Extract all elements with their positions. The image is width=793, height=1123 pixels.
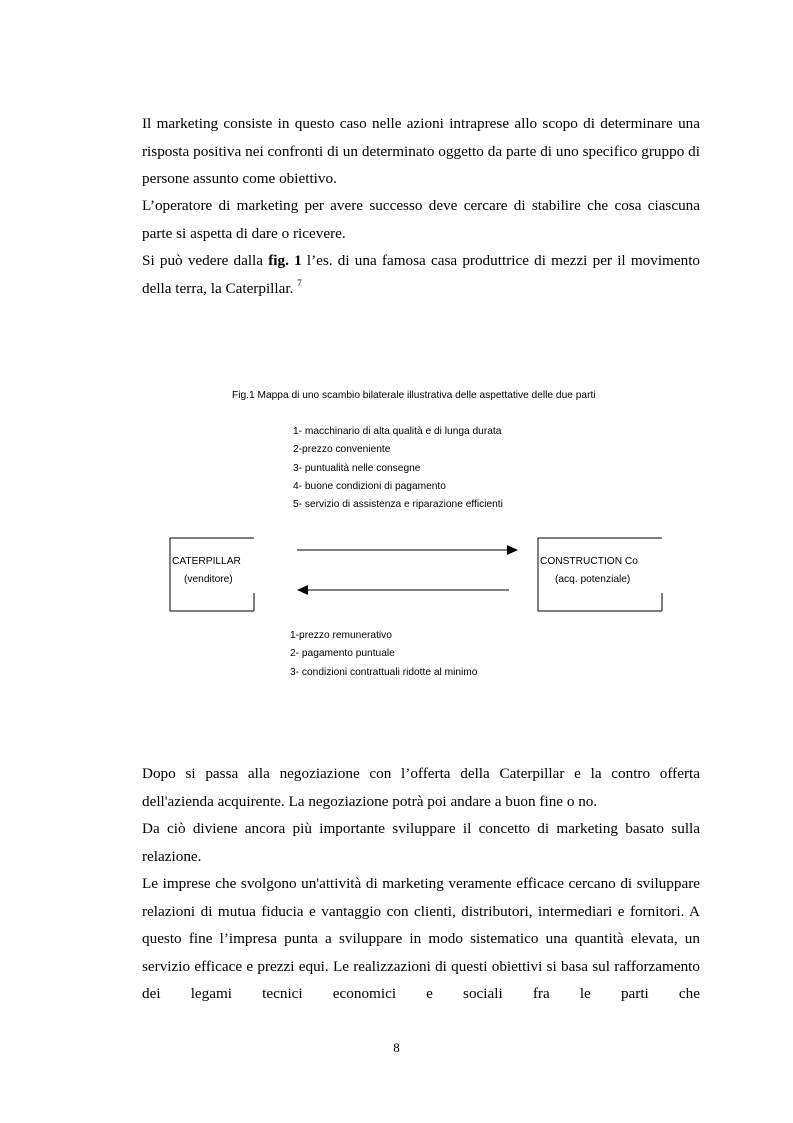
arrow-to-seller-head xyxy=(297,585,308,595)
construction-name: CONSTRUCTION Co xyxy=(540,556,638,567)
list-item: 3- condizioni contrattuali ridotte al minimo xyxy=(290,666,478,678)
figure-reference-text-continued: l’es. di una famosa casa produttrice di mezzi per il movimento della terra, la Caterpillar. xyxy=(142,252,701,297)
list-item: 1-prezzo remunerativo xyxy=(290,630,392,641)
paragraph-negotiation: Dopo si passa alla negoziazione con l’offerta della Caterpillar e la contro offerta dell'azienda acquirente. La negoziazione potrà poi andare a buon fine o no. xyxy=(142,765,700,810)
figure-reference-text: Si può vedere dalla xyxy=(142,252,269,269)
caterpillar-role: (venditore) xyxy=(184,574,233,585)
footnote-marker: 7 xyxy=(297,277,302,288)
page-number: 8 xyxy=(393,1040,400,1055)
buyer-offer-list xyxy=(290,627,477,682)
list-item: 3- puntualità nelle consegne xyxy=(293,462,421,474)
list-item: 4- buone condizioni di pagamento xyxy=(293,480,446,492)
figure-caption: Fig.1 Mappa di uno scambio bilaterale illustrativa delle aspettative delle due parti xyxy=(232,390,596,401)
list-item: 2- pagamento puntuale xyxy=(290,648,395,660)
paragraph-relationship-marketing: Da ciò diviene ancora più importante sviluppare il concetto di marketing basato sulla relazione. xyxy=(142,820,700,865)
construction-role: (acq. potenziale) xyxy=(555,574,631,585)
caterpillar-name: CATERPILLAR xyxy=(172,556,241,567)
paragraph-marketing-definition: Il marketing consiste in questo caso nelle azioni intraprese allo scopo di determinare una risposta positiva nei confronti di un determinato oggetto da parte di uno specifico gruppo di persone assunto come obiettivo. xyxy=(142,115,700,187)
list-item: 2-prezzo conveniente xyxy=(293,444,391,456)
list-item: 5- servizio di assistenza e riparazione efficienti xyxy=(293,499,503,511)
arrow-to-buyer-head xyxy=(507,545,518,555)
paragraph-marketing-operator: L’operatore di marketing per avere successo deve cercare di stabilire che cosa ciascuna parte si aspetta di dare o ricevere. xyxy=(142,197,700,242)
figure-reference-bold: fig. 1 xyxy=(268,252,302,269)
paragraph-effective-marketing: Le imprese che svolgono un'attività di marketing veramente efficace cercano di sviluppare relazioni di mutua fiducia e vantaggio con clienti, distributori, intermediari e fornitori. A questo fine l’impresa punta a sviluppare in modo sistematico una quantità elevata, un servizio efficace e prezzi equi. Le realizzazioni di questi obiettivi si basa sul rafforzamento dei legami tecnici economici e sociali fra le parti che xyxy=(142,875,700,1002)
list-item: 1- macchinario di alta qualità e di lunga durata xyxy=(293,426,502,437)
